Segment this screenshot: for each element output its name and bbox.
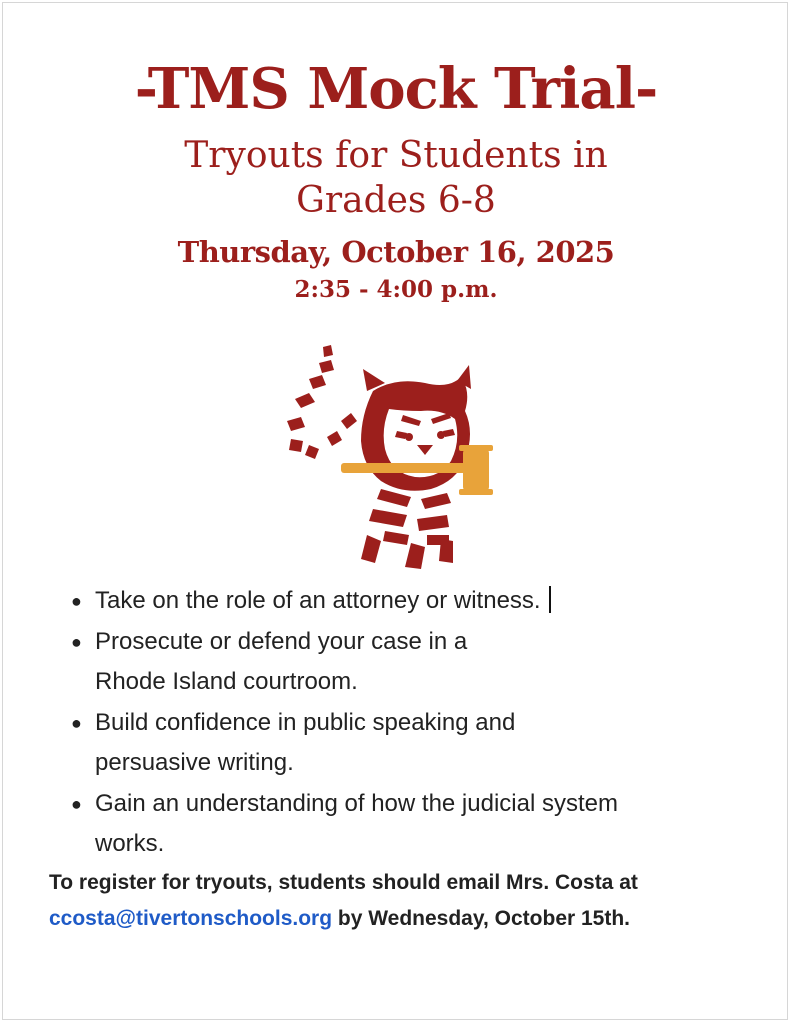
list-item [71,581,771,621]
registration-text-after: by Wednesday, October 15th. [332,906,631,930]
tryout-date: Thursday, October 16, 2025 [177,235,615,269]
text-cursor [549,586,551,613]
registration-text-before: To register for tryouts, students should email Mrs. Costa at [49,871,638,894]
bullet-text-2a: Prosecute or defend your case in a [95,628,468,655]
list-item [71,784,771,864]
flyer-subtitle [3,133,789,223]
list-item [71,622,771,702]
tryout-time: 2:35 - 4:00 p.m. [294,276,498,303]
flyer-title: -TMS Mock Trial- [134,56,658,122]
registration-info [49,865,769,936]
subtitle-line-2: Grades 6-8 [296,180,496,221]
email-link[interactable]: ccosta@tivertonschools.org [49,906,333,930]
flyer-page [2,2,788,1020]
tiger-with-gavel-icon [281,339,501,569]
list-item [71,703,771,783]
subtitle-line-1: Tryouts for Students in [184,135,608,176]
bullet-text-3b: persuasive writing. [95,749,294,776]
bullet-text-4a: Gain an understanding of how the judicial system [95,790,618,817]
bullet-text-3a: Build confidence in public speaking and [95,709,516,736]
bullet-dot-icon: ● [71,591,82,611]
bullet-dot-icon: ● [71,794,82,814]
bullet-text-1: Take on the role of an attorney or witness. [95,587,541,614]
bullet-text-2b: Rhode Island courtroom. [95,668,358,695]
bullet-dot-icon: ● [71,713,82,733]
benefits-list [71,581,771,865]
bullet-text-4b: works. [95,830,165,857]
bullet-dot-icon: ● [71,632,82,652]
